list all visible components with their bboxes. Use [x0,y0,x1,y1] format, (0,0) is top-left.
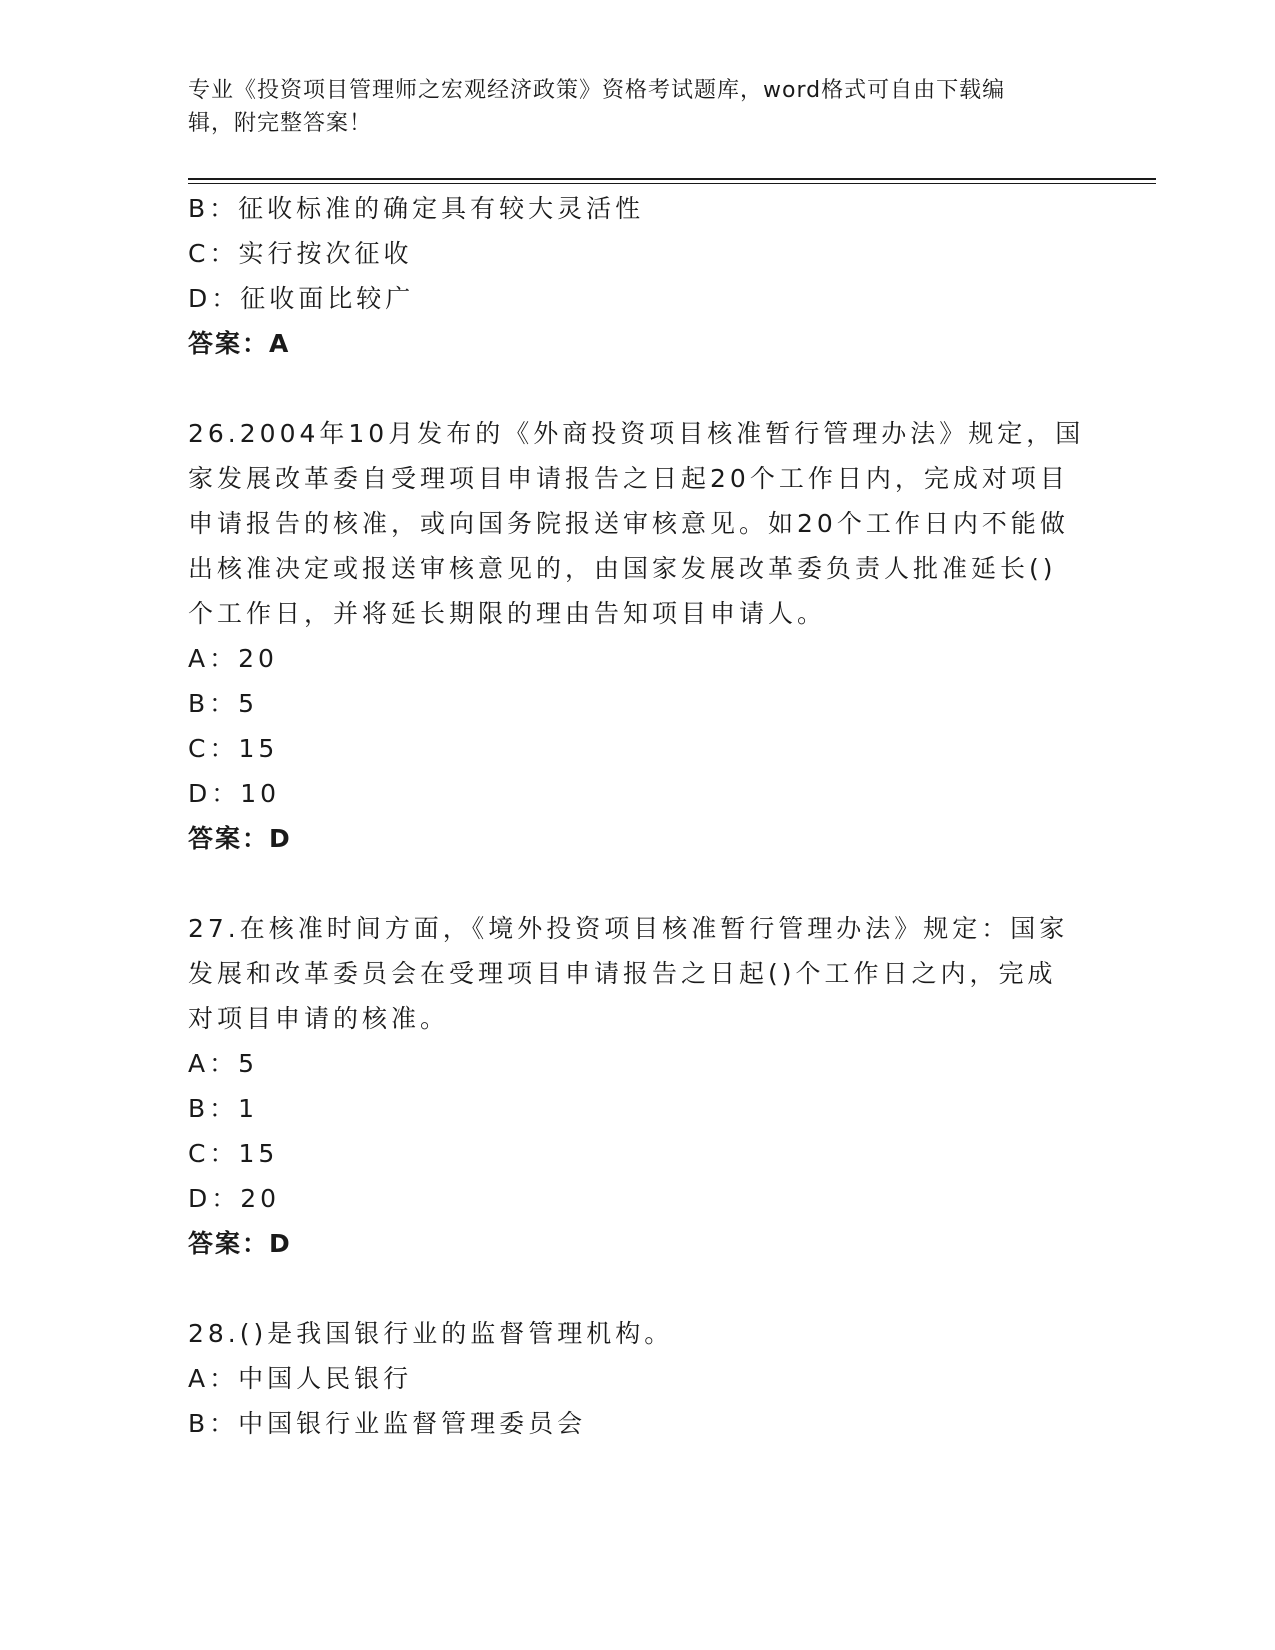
q26-answer: 答案：D [188,824,292,853]
q26-text-line-1: 26.2004年10月发布的《外商投资项目核准暂行管理办法》规定，国 [188,419,1085,448]
q26-text-line-4: 出核准决定或报送审核意见的，由国家发展改革委负责人批准延长() [188,554,1057,583]
q25-option-c: C：实行按次征收 [188,239,413,268]
q26-text-line-5: 个工作日，并将延长期限的理由告知项目申请人。 [188,599,827,628]
q26-text-line-3: 申请报告的核准，或向国务院报送审核意见。如20个工作日内不能做 [188,509,1069,538]
q27-text-line-3: 对项目申请的核准。 [188,1004,450,1033]
document-header [188,74,1088,140]
q26-option-a: A：20 [188,644,278,673]
q28-option-b: B：中国银行业监督管理委员会 [188,1409,587,1438]
q27-text-line-2: 发展和改革委员会在受理项目申请报告之日起()个工作日之内，完成 [188,959,1057,988]
q26-option-b: B：5 [188,689,259,718]
q26-text-line-2: 家发展改革委自受理项目申请报告之日起20个工作日内，完成对项目 [188,464,1069,493]
q25-option-d: D：征收面比较广 [188,284,415,313]
q25-answer: 答案：A [188,329,291,358]
q27-answer: 答案：D [188,1229,292,1258]
q27-option-c: C：15 [188,1139,279,1168]
q27-option-b: B：1 [188,1094,259,1123]
q28-text-line-1: 28.()是我国银行业的监督管理机构。 [188,1319,674,1348]
q27-option-d: D：20 [188,1184,281,1213]
q28-option-a: A：中国人民银行 [188,1364,413,1393]
header-line-1: 专业《投资项目管理师之宏观经济政策》资格考试题库，word格式可自由下载编 [188,78,1006,103]
q26-option-c: C：15 [188,734,279,763]
header-divider-thin [188,183,1156,184]
q25-option-b: B：征收标准的确定具有较大灵活性 [188,194,645,223]
header-divider [188,178,1156,180]
q27-text-line-1: 27.在核准时间方面，《境外投资项目核准暂行管理办法》规定：国家 [188,914,1069,943]
q27-option-a: A：5 [188,1049,259,1078]
q26-option-d: D：10 [188,779,281,808]
header-line-2: 辑，附完整答案！ [188,111,373,136]
